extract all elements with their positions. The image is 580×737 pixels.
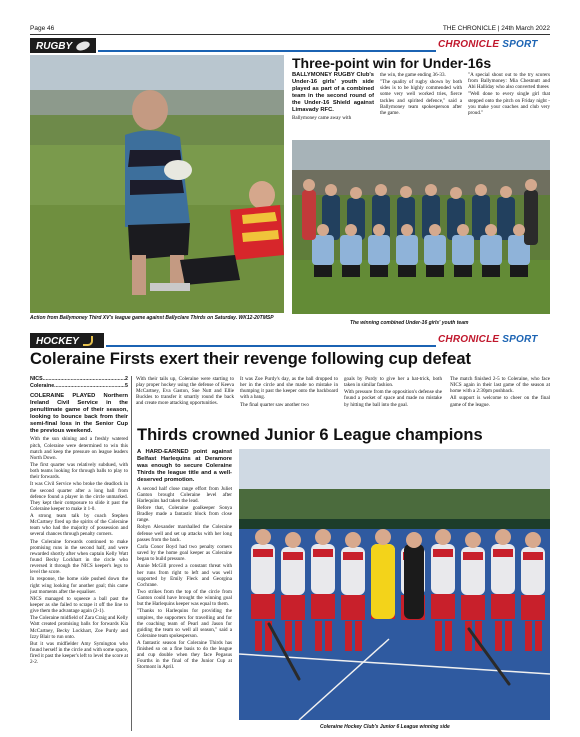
score-line-coleraine bbox=[30, 383, 128, 390]
rugby-col1-p1: Ballymoney came away with bbox=[292, 115, 352, 122]
hockey-col4-p2: With pressure from the opposition's defense she found a pocket of space and made no mistake by hitting the ball into the goal. bbox=[344, 389, 442, 408]
hockey-col2-p1: With their tails up, Coleraine were starting to play proper hockey using the defense of Keeva McCartney, Eva Gaston, Sue Nutt and Ellie Buckles to transfer it smartly round the back and create more attacking opportunities. bbox=[136, 376, 234, 407]
thirds-p7: "Thanks to Harlequins for providing the umpires, the supporters for travelling and for the coaching team of Pearl and Jason for guiding the team so well all season," said a Coleraine team spokesperson. bbox=[137, 608, 232, 639]
score-value-nics: 2 bbox=[125, 376, 128, 382]
publication-date: THE CHRONICLE | 24th March 2022 bbox=[442, 25, 550, 32]
rugby-col2-p2: "The quality of rugby shown by both sides is to be highly commended with some very well worked tries, fierce tackles and spirited defence," said a Ballymoney team spokesperson after the game. bbox=[380, 79, 462, 116]
hockey-col1-p4: A strong team talk by coach Stephen McCartney fired up the spirits of the Coleraine team who had the majority of possession and several chances through penalty corners. bbox=[30, 513, 128, 538]
column-divider bbox=[131, 376, 132, 731]
rugby-masthead bbox=[438, 39, 538, 51]
hockey-col1-p8: The Coleraine midfield of Zara Craig and Kelly Watt created promising balls for forwards Kia McCartney, Becky Lockhart, Zoe Purdy and Izzy Blair to run onto. bbox=[30, 615, 128, 640]
hockey-section-label: HOCKEY bbox=[36, 335, 79, 347]
thirds-col bbox=[137, 449, 232, 733]
score-team-nics: NICS bbox=[30, 376, 43, 382]
rugby-section-badge bbox=[30, 38, 96, 53]
score-value-coleraine: 5 bbox=[125, 382, 128, 389]
hockey-col-3 bbox=[240, 376, 338, 424]
thirds-p2: Before that, Coleraine goalkeeper Sonya Bradley made a fantastic block from close range. bbox=[137, 505, 232, 524]
hockey-stick-icon bbox=[83, 336, 93, 346]
score-team-coleraine: Coleraine bbox=[30, 382, 55, 389]
hockey-section-badge bbox=[30, 333, 104, 348]
thirds-headline: Thirds crowned Junior 6 League champions bbox=[137, 426, 483, 444]
rugby-col2-p1: the win, the game ending 36-33. bbox=[380, 72, 446, 78]
rugby-ball-icon bbox=[75, 40, 91, 52]
hockey-col-5 bbox=[450, 376, 550, 424]
hockey-col1-p5: The Coleraine forwards continued to make promising runs in the second half, and were rewarded shortly after when captain Kelly Watt found Becky Lockhart in the circle who reversed it through the NICS keeper's legs to level the score. bbox=[30, 538, 128, 576]
thirds-lead: A HARD-EARNED point against Belfast Harlequins at Deramore was enough to secure Coleraine Thirds the league title and a well-deserved promotion. bbox=[137, 449, 232, 483]
rugby-col3-p1: "A special shout out to the try scorers from Ballymoney: Mia Chestnutt and Abi Halliday who also converted threes bbox=[468, 72, 550, 91]
hockey-col1-p6: In response, the home side pushed down the right wing looking for another goal; this came just moments after the equaliser. bbox=[30, 576, 128, 595]
rugby-col-3 bbox=[468, 72, 550, 142]
hockey-blue-rule bbox=[106, 345, 436, 347]
hockey-col1-p1: With the sun shining and a freshly watered pitch, Coleraine were determined to win this match and keep the pressure on league leaders North Down. bbox=[30, 436, 128, 461]
thirds-p4: Carla Conor Boyd had two penalty corners saved by the home goal keeper as Coleraine began to build pressure. bbox=[137, 543, 232, 563]
hockey-col-2 bbox=[136, 376, 234, 424]
rugby-section-label: RUGBY bbox=[36, 40, 73, 52]
rugby-col-2 bbox=[380, 72, 462, 142]
header-rule bbox=[30, 34, 550, 35]
hockey-col3-p2: The final quarter saw another two bbox=[240, 401, 309, 408]
rugby-team-photo bbox=[292, 140, 550, 314]
thirds-p8: A fantastic season for Coleraine Thirds has finished so on a fine basis to do the league and cup double when they face Pegasus Fourths in the final of the Junior Cup at Stormont in April. bbox=[137, 640, 232, 671]
hockey-col1-p7: NICS managed to squeeze a ball past the keeper as she failed to scrape it off the line to give them the advantage again (2-1). bbox=[30, 595, 128, 615]
rugby-action-caption: Action from Ballymoney Third XV's league game against Ballyclare Thirds on Saturday. WK12-20TMSP bbox=[30, 315, 274, 321]
masthead-chronicle: CHRONICLE bbox=[438, 39, 500, 50]
hockey-lead: COLERAINE PLAYED Northern Ireland Civil Service in the penultimate game of their season, looking to bounce back from their semi-final loss in the Senior Cup the previous weekend. bbox=[30, 393, 128, 434]
thirds-team-photo bbox=[239, 449, 550, 720]
rugby-headline: Three-point win for Under-16s bbox=[292, 55, 492, 71]
rugby-blue-rule bbox=[98, 50, 436, 52]
rugby-action-photo bbox=[30, 55, 284, 313]
hockey-headline: Coleraine Firsts exert their revenge following cup defeat bbox=[30, 350, 472, 368]
thirds-p3: Robyn Alexander marshalled the Coleraine defense well and set up attacks with her long passes from the back. bbox=[137, 524, 232, 543]
hockey-col-1 bbox=[30, 376, 128, 731]
rugby-col-1 bbox=[292, 72, 374, 142]
masthead-sport-2: SPORT bbox=[502, 334, 538, 345]
hockey-col4-p1: goals by Purdy to give her a hat-trick, both taken in similar fashion. bbox=[344, 376, 442, 389]
hockey-col1-p2: The first quarter was relatively subdued, with both teams looking for through balls to play to their forwards. bbox=[30, 462, 128, 481]
rugby-team-caption: The winning combined Under-16 girls' youth team bbox=[350, 320, 469, 326]
hockey-col5-p1: The match finished 2-5 to Coleraine, who face NICS again in their last game of the season at home with a 2:30pm pushback. bbox=[450, 376, 550, 395]
page-header-bar bbox=[30, 23, 550, 35]
hockey-col1-p3: It was Civil Service who broke the deadlock in the second quarter after a long ball from defence found a player in the circle unmarked. They kept their composure to slide it past the Coleraine keeper to make it 1-0. bbox=[30, 481, 128, 512]
thirds-photo-caption: Coleraine Hockey Club's Junior 6 League winning side bbox=[320, 724, 450, 730]
rugby-lead: BALLYMONEY RUGBY Club's Under-16 girls' youth side played as part of a combined team in the second round of the Under-16 Shield against Limavady RFC. bbox=[292, 72, 374, 113]
masthead-sport: SPORT bbox=[502, 39, 538, 50]
thirds-p5: Annie McGill proved a constant threat with her runs from right to left and was well supported by Emily Fleck and Georgina Cochrane. bbox=[137, 563, 232, 588]
hockey-masthead bbox=[438, 334, 538, 346]
masthead-chronicle-2: CHRONICLE bbox=[438, 334, 500, 345]
thirds-p1: A second half close range effort from Juliet Ganton brought Coleraine level after Harlequins had taken the lead. bbox=[137, 485, 232, 504]
thirds-p6: Two strikes from the top of the circle from Ganton could have brought the winning goal but the Harlequins keeper was equal to them. bbox=[137, 588, 232, 608]
hockey-col1-p9: But it was midfielder Amy Symington who found herself in the circle and with some space, fired it past the keeper's left to level the score at 2-2. bbox=[30, 640, 128, 666]
rugby-col3-p2: "Well done to every single girl that stepped onto the pitch on Friday night - you make your coaches and club very proud." bbox=[468, 91, 550, 116]
hockey-col3-p1: It was Zoe Purdy's day, as the ball dropped to her in the circle and she made no mistake in thumping it past the keeper onto the backboard with a bang. bbox=[240, 376, 338, 401]
hockey-col5-p2: All support is welcome to cheer on the final game of the league. bbox=[450, 395, 550, 408]
page-number: Page 46 bbox=[30, 25, 55, 32]
hockey-col-4 bbox=[344, 376, 442, 424]
